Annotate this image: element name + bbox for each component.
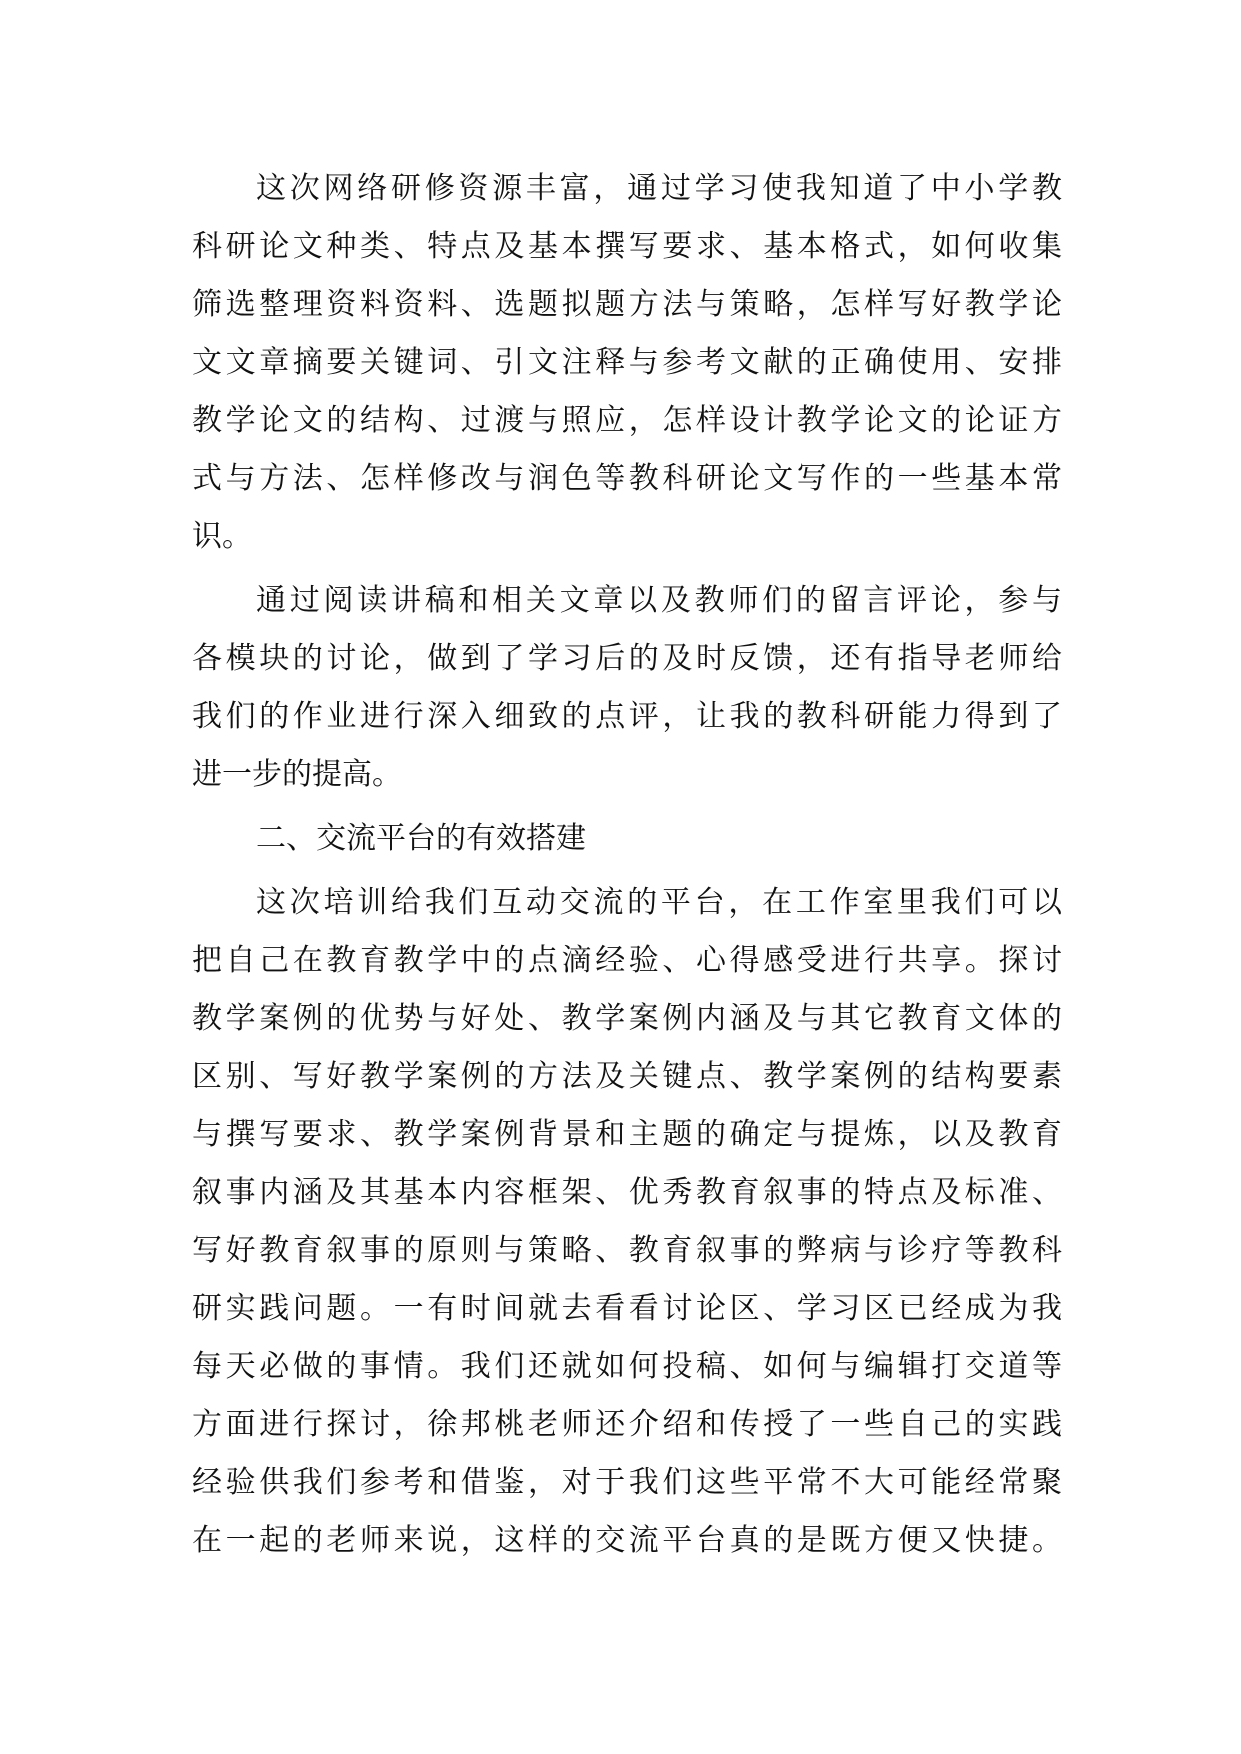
paragraph-line: 研实践问题。一有时间就去看看讨论区、学习区已经成为我	[192, 1291, 1062, 1326]
paragraph-line: 经验供我们参考和借鉴，对于我们这些平常不大可能经常聚	[192, 1465, 1062, 1500]
paragraph-line: 筛选整理资料资料、选题拟题方法与策略，怎样写好教学论	[192, 287, 1062, 322]
paragraph-line: 进一步的提高。	[192, 757, 402, 792]
paragraph-line: 教学论文的结构、过渡与照应，怎样设计教学论文的论证方	[192, 403, 1062, 438]
paragraph-2	[192, 572, 1062, 804]
paragraph-line: 文文章摘要关键词、引文注释与参考文献的正确使用、安排	[192, 345, 1062, 380]
paragraph-line: 通过阅读讲稿和相关文章以及教师们的留言评论，参与	[256, 583, 1062, 618]
paragraph-line: 在一起的老师来说，这样的交流平台真的是既方便又快捷。	[192, 1523, 1062, 1558]
paragraph-line: 这次网络研修资源丰富，通过学习使我知道了中小学教	[256, 171, 1062, 206]
paragraph-line: 方面进行探讨，徐邦桃老师还介绍和传授了一些自己的实践	[192, 1407, 1062, 1442]
paragraph-line: 区别、写好教学案例的方法及关键点、教学案例的结构要素	[192, 1059, 1062, 1094]
section-heading-text: 二、交流平台的有效搭建	[256, 821, 586, 856]
paragraph-line: 叙事内涵及其基本内容框架、优秀教育叙事的特点及标准、	[192, 1175, 1062, 1210]
document-body	[192, 160, 1062, 1570]
paragraph-line: 教学案例的优势与好处、教学案例内涵及与其它教育文体的	[192, 1001, 1062, 1036]
paragraph-line: 科研论文种类、特点及基本撰写要求、基本格式，如何收集	[192, 229, 1062, 264]
paragraph-line: 各模块的讨论，做到了学习后的及时反馈，还有指导老师给	[192, 641, 1062, 676]
paragraph-3	[192, 874, 1062, 1570]
paragraph-1	[192, 160, 1062, 566]
section-heading	[192, 810, 1062, 868]
paragraph-line: 每天必做的事情。我们还就如何投稿、如何与编辑打交道等	[192, 1349, 1062, 1384]
paragraph-line: 写好教育叙事的原则与策略、教育叙事的弊病与诊疗等教科	[192, 1233, 1062, 1268]
paragraph-line: 把自己在教育教学中的点滴经验、心得感受进行共享。探讨	[192, 943, 1062, 978]
paragraph-line: 识。	[192, 519, 252, 554]
paragraph-line: 与撰写要求、教学案例背景和主题的确定与提炼，以及教育	[192, 1117, 1062, 1152]
paragraph-line: 我们的作业进行深入细致的点评，让我的教科研能力得到了	[192, 699, 1062, 734]
paragraph-line: 这次培训给我们互动交流的平台，在工作室里我们可以	[256, 885, 1062, 920]
paragraph-line: 式与方法、怎样修改与润色等教科研论文写作的一些基本常	[192, 461, 1062, 496]
